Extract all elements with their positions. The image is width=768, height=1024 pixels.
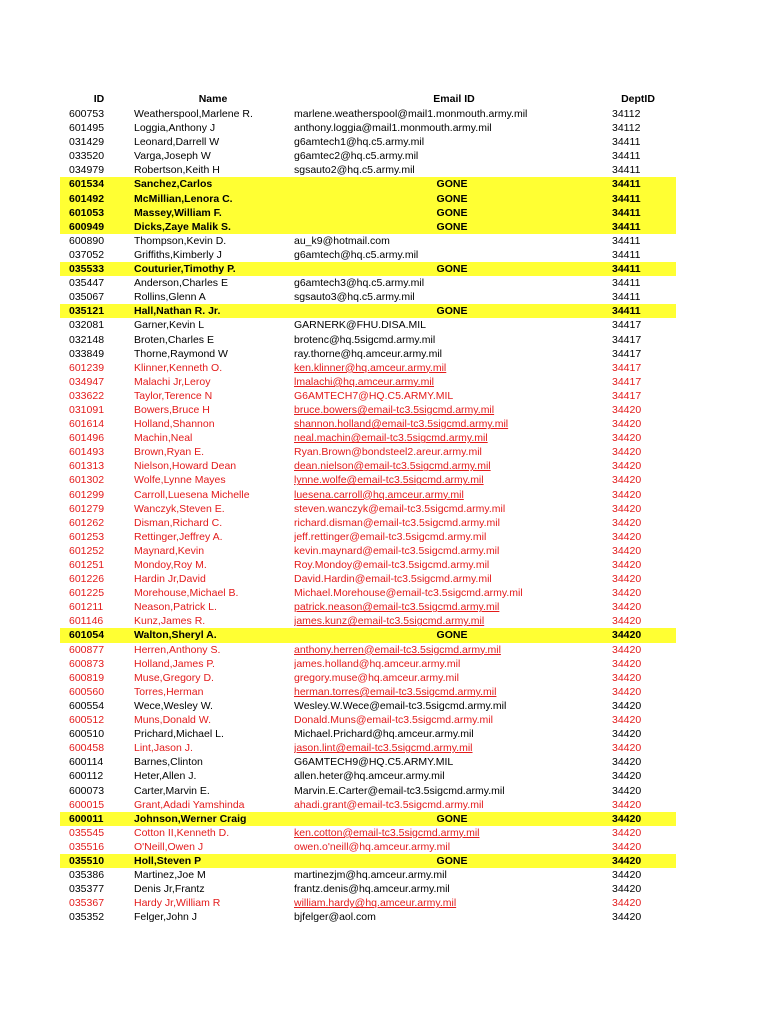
cell-dept: 34417 (612, 389, 642, 402)
cell-name: Weatherspool,Marlene R. (134, 108, 253, 120)
cell-name: O'Neill,Owen J (134, 840, 204, 853)
cell-id: 035386 (69, 869, 105, 882)
cell-id: 601493 (69, 446, 105, 459)
cell-dept: 34411 (612, 263, 641, 276)
cell-name: Malachi Jr,Leroy (134, 375, 211, 388)
cell-name: McMillian,Lenora C. (134, 192, 233, 205)
cell-email[interactable]: luesena.carroll@hq.amceur.army.mil (294, 488, 464, 501)
cell-email: sgsauto2@hq.c5.army.mil (294, 164, 415, 177)
cell-name: Taylor,Terence N (134, 389, 213, 402)
cell-dept: 34411 (612, 220, 641, 233)
cell-name: Thorne,Raymond W (134, 347, 228, 360)
table-row-gone (60, 262, 676, 276)
cell-email: GONE (436, 178, 468, 191)
cell-email: steven.wanczyk@email-tc3.5sigcmd.army.mil (294, 502, 506, 515)
table-row (60, 798, 676, 812)
table-row (60, 643, 676, 657)
cell-dept: 34420 (612, 418, 642, 431)
table-row (60, 544, 676, 558)
header-dept: DeptID (621, 93, 655, 105)
table-row (60, 163, 676, 177)
cell-dept: 34411 (612, 136, 641, 149)
cell-id: 601251 (69, 559, 105, 571)
cell-id: 600510 (69, 728, 105, 741)
cell-email: brotenc@hq.5sigcmd.army.mil (294, 333, 436, 346)
cell-name: Brown,Ryan E. (134, 446, 205, 459)
table-row (60, 910, 676, 924)
cell-name: Disman,Richard C. (134, 516, 223, 529)
cell-id: 601313 (69, 460, 105, 473)
cell-dept: 34417 (612, 347, 642, 360)
cell-name: Bowers,Bruce H (134, 403, 210, 416)
cell-id: 600753 (69, 108, 105, 120)
cell-name: Lint,Jason J. (134, 742, 193, 755)
cell-email: owen.o'neill@hq.amceur.army.mil (294, 840, 451, 853)
cell-dept: 34420 (612, 671, 642, 684)
cell-id: 601053 (69, 206, 105, 219)
cell-dept: 34420 (612, 756, 642, 769)
cell-id: 034947 (69, 375, 105, 388)
cell-dept: 34420 (612, 530, 642, 543)
cell-email: Michael.Morehouse@email-tc3.5sigcmd.army.mil (294, 587, 523, 600)
cell-name: Muns,Donald W. (134, 714, 212, 727)
cell-dept: 34420 (612, 714, 642, 727)
table-row-gone (60, 854, 676, 868)
cell-name: Hardy Jr,William R (134, 897, 221, 910)
cell-email: GARNERK@FHU.DISA.MIL (294, 319, 427, 332)
table-row (60, 586, 676, 600)
cell-name: Rettinger,Jeffrey A. (134, 530, 223, 543)
cell-id: 601299 (69, 488, 105, 501)
cell-dept: 34411 (612, 234, 641, 247)
cell-id: 031091 (69, 403, 105, 416)
cell-id: 600512 (69, 714, 105, 727)
cell-dept: 34411 (612, 178, 641, 191)
table-row (60, 530, 676, 544)
cell-dept: 34411 (612, 150, 641, 163)
table-row (60, 473, 676, 487)
cell-id: 035067 (69, 291, 105, 304)
cell-email: Roy.Mondoy@email-tc3.5sigcmd.army.mil (294, 559, 490, 571)
table-row (60, 445, 676, 459)
cell-dept: 34420 (612, 573, 642, 586)
table-row (60, 727, 676, 741)
table-row (60, 375, 676, 389)
cell-dept: 34420 (612, 784, 642, 797)
cell-id: 600458 (69, 742, 105, 755)
table-row (60, 502, 676, 516)
cell-name: Robertson,Keith H (134, 164, 220, 177)
table-row (60, 671, 676, 685)
cell-id: 600011 (69, 812, 104, 825)
table-row (60, 290, 676, 304)
cell-name: Martinez,Joe M (134, 869, 206, 882)
cell-email: G6AMTECH9@HQ.C5.ARMY.MIL (294, 756, 454, 769)
cell-email: Wesley.W.Wece@email-tc3.5sigcmd.army.mil (294, 699, 507, 712)
table-row (60, 234, 676, 248)
table-row-gone (60, 628, 676, 642)
table-row (60, 417, 676, 431)
cell-name: Torres,Herman (134, 685, 204, 698)
table-row (60, 149, 676, 163)
table-row (60, 769, 676, 783)
cell-email[interactable]: patrick.neason@email-tc3.5sigcmd.army.mil (294, 601, 500, 614)
cell-email[interactable]: lynne.wolfe@email-tc3.5sigcmd.army.mil (294, 474, 484, 487)
cell-dept: 34420 (612, 897, 642, 910)
cell-email: marlene.weatherspool@mail1.monmouth.army.mil (294, 108, 528, 120)
cell-dept: 34420 (612, 826, 642, 839)
cell-email: GONE (436, 305, 468, 318)
cell-dept: 34420 (612, 883, 642, 896)
cell-name: Holl,Steven P (134, 854, 202, 867)
cell-dept: 34420 (612, 812, 642, 825)
cell-name: Sanchez,Carlos (134, 178, 213, 191)
table-row (60, 333, 676, 347)
cell-dept: 34420 (612, 869, 642, 882)
cell-email: GONE (436, 854, 468, 867)
cell-dept: 34420 (612, 657, 642, 670)
cell-dept: 34411 (612, 164, 641, 177)
cell-name: Barnes,Clinton (134, 756, 203, 769)
cell-dept: 34420 (612, 432, 642, 445)
cell-name: Broten,Charles E (134, 333, 214, 346)
cell-name: Couturier,Timothy P. (134, 263, 236, 276)
cell-email[interactable]: william.hardy@hq.amceur.army.mil (294, 897, 457, 910)
cell-dept: 34420 (612, 403, 642, 416)
cell-dept: 34420 (612, 446, 642, 459)
cell-name: Wece,Wesley W. (134, 699, 213, 712)
cell-id: 601146 (69, 615, 104, 628)
spreadsheet-table (60, 92, 676, 924)
cell-email[interactable]: neal.machin@email-tc3.5sigcmd.army.mil (294, 432, 488, 445)
cell-email: frantz.denis@hq.amceur.army.mil (294, 883, 450, 896)
cell-name: Carter,Marvin E. (134, 784, 210, 797)
cell-email: james.holland@hq.amceur.army.mil (294, 657, 461, 670)
table-row (60, 121, 676, 135)
cell-id: 601492 (69, 192, 105, 205)
cell-dept: 34112 (612, 122, 641, 135)
cell-email: allen.heter@hq.amceur.army.mil (294, 770, 445, 783)
table-row (60, 882, 676, 896)
cell-name: Thompson,Kevin D. (134, 234, 227, 247)
cell-dept: 34420 (612, 615, 642, 628)
table-row-gone (60, 192, 676, 206)
cell-name: Massey,William F. (134, 206, 222, 219)
cell-id: 600873 (69, 657, 105, 670)
cell-name: Wolfe,Lynne Mayes (134, 474, 226, 487)
cell-email: GONE (436, 263, 468, 276)
table-row (60, 516, 676, 530)
cell-name: Carroll,Luesena Michelle (134, 488, 250, 501)
cell-name: Holland,Shannon (134, 418, 215, 431)
cell-email: g6amtech1@hq.c5.army.mil (294, 136, 425, 149)
cell-name: Hall,Nathan R. Jr. (134, 305, 221, 318)
cell-id: 601225 (69, 587, 105, 600)
cell-dept: 34411 (612, 192, 641, 205)
cell-email: au_k9@hotmail.com (294, 234, 390, 247)
cell-id: 032081 (69, 319, 105, 332)
cell-dept: 34417 (612, 375, 642, 388)
table-row (60, 685, 676, 699)
cell-id: 601252 (69, 544, 105, 557)
cell-id: 035352 (69, 911, 105, 924)
cell-id: 035121 (69, 305, 105, 318)
table-row (60, 431, 676, 445)
cell-dept: 34420 (612, 854, 642, 867)
cell-dept: 34411 (612, 248, 641, 261)
cell-id: 037052 (69, 248, 105, 261)
cell-email: Michael.Prichard@hq.amceur.army.mil (294, 728, 474, 741)
table-row (60, 840, 676, 854)
cell-email[interactable]: herman.torres@email-tc3.5sigcmd.army.mil (294, 685, 497, 698)
cell-dept: 34420 (612, 502, 642, 515)
cell-name: Varga,Joseph W (134, 150, 211, 163)
table-row (60, 318, 676, 332)
cell-name: Walton,Sheryl A. (134, 629, 217, 642)
cell-name: Felger,John J (134, 911, 198, 924)
cell-id: 035545 (69, 826, 105, 839)
cell-dept: 34420 (612, 601, 642, 614)
cell-dept: 34417 (612, 333, 642, 346)
cell-email[interactable]: bruce.bowers@email-tc3.5sigcmd.army.mil (294, 403, 495, 416)
cell-dept: 34420 (612, 460, 642, 473)
table-row (60, 459, 676, 473)
cell-id: 035510 (69, 854, 105, 867)
cell-name: Maynard,Kevin (134, 544, 205, 557)
table-row (60, 896, 676, 910)
cell-id: 601496 (69, 432, 105, 445)
table-row (60, 657, 676, 671)
table-row (60, 361, 676, 375)
cell-id: 600819 (69, 671, 105, 684)
cell-id: 035533 (69, 263, 105, 276)
cell-name: Wanczyk,Steven E. (134, 502, 225, 515)
table-header-row (60, 92, 676, 107)
cell-dept: 34417 (612, 361, 642, 374)
cell-dept: 34420 (612, 516, 642, 529)
cell-email[interactable]: ken.klinner@hq.amceur.army.mil (294, 361, 447, 374)
cell-name: Dicks,Zaye Malik S. (134, 220, 231, 233)
cell-id: 034979 (69, 164, 105, 177)
cell-name: Machin,Neal (134, 432, 193, 445)
cell-id: 600554 (69, 699, 105, 712)
cell-id: 601279 (69, 502, 105, 515)
cell-name: Hardin Jr,David (134, 573, 206, 586)
cell-email[interactable]: dean.nielson@email-tc3.5sigcmd.army.mil (294, 460, 491, 473)
cell-name: Loggia,Anthony J (134, 122, 216, 135)
table-row (60, 347, 676, 361)
cell-dept: 34417 (612, 319, 642, 332)
cell-id: 601495 (69, 122, 105, 135)
cell-name: Grant,Adadi Yamshinda (134, 798, 245, 811)
cell-email: GONE (436, 629, 468, 642)
cell-name: Mondoy,Roy M. (134, 559, 207, 571)
cell-email: Marvin.E.Carter@email-tc3.5sigcmd.army.mil (294, 784, 505, 797)
cell-name: Anderson,Charles E (134, 277, 228, 290)
cell-id: 601302 (69, 474, 105, 487)
cell-name: Garner,Kevin L (134, 319, 205, 332)
cell-id: 601262 (69, 516, 105, 529)
cell-email: GONE (436, 192, 468, 205)
cell-email[interactable]: ken.cotton@email-tc3.5sigcmd.army.mil (294, 826, 480, 839)
cell-dept: 34420 (612, 911, 642, 924)
cell-email: anthony.loggia@mail1.monmouth.army.mil (294, 122, 492, 135)
cell-id: 033849 (69, 347, 105, 360)
cell-dept: 34112 (612, 108, 641, 120)
table-row (60, 713, 676, 727)
cell-dept: 34420 (612, 742, 642, 755)
table-row-gone (60, 812, 676, 826)
table-row (60, 389, 676, 403)
cell-id: 600015 (69, 798, 105, 811)
cell-id: 600112 (69, 770, 104, 783)
cell-name: Johnson,Werner Craig (134, 812, 247, 825)
cell-email: gregory.muse@hq.amceur.army.mil (294, 671, 459, 684)
table-row (60, 107, 676, 121)
cell-dept: 34420 (612, 488, 642, 501)
cell-dept: 34411 (612, 291, 641, 304)
cell-id: 035367 (69, 897, 105, 910)
cell-name: Muse,Gregory D. (134, 671, 214, 684)
cell-email[interactable]: james.kunz@email-tc3.5sigcmd.army.mil (294, 615, 485, 628)
header-id: ID (93, 93, 105, 105)
cell-dept: 34411 (612, 206, 641, 219)
cell-dept: 34420 (612, 770, 642, 783)
cell-email: Ryan.Brown@bondsteel2.areur.army.mil (294, 446, 482, 459)
cell-email: richard.disman@email-tc3.5sigcmd.army.mil (294, 516, 500, 529)
cell-name: Heter,Allen J. (134, 770, 197, 783)
cell-id: 601211 (69, 601, 104, 614)
cell-id: 601054 (69, 629, 105, 642)
cell-email[interactable]: lmalachi@hq.amceur.army.mil (294, 375, 435, 388)
cell-dept: 34420 (612, 559, 642, 571)
cell-email[interactable]: jason.lint@email-tc3.5sigcmd.army.mil (294, 742, 473, 755)
cell-dept: 34411 (612, 305, 641, 318)
table-row (60, 572, 676, 586)
table-row (60, 614, 676, 628)
cell-id: 035447 (69, 277, 105, 290)
cell-name: Holland,James P. (134, 657, 215, 670)
cell-id: 601239 (69, 361, 105, 374)
header-email: Email ID (433, 93, 475, 105)
cell-id: 601614 (69, 418, 105, 431)
cell-email: martinezjm@hq.amceur.army.mil (294, 869, 447, 882)
cell-email: GONE (436, 812, 468, 825)
table-row (60, 741, 676, 755)
header-name: Name (198, 93, 228, 105)
cell-id: 601253 (69, 530, 105, 543)
cell-name: Herren,Anthony S. (134, 643, 221, 656)
cell-name: Denis Jr,Frantz (134, 883, 205, 896)
table-row (60, 488, 676, 502)
cell-email: jeff.rettinger@email-tc3.5sigcmd.army.mil (294, 530, 487, 543)
cell-dept: 34420 (612, 544, 642, 557)
cell-email[interactable]: shannon.holland@email-tc3.5sigcmd.army.mil (294, 418, 509, 431)
cell-name: Prichard,Michael L. (134, 728, 224, 741)
cell-id: 600877 (69, 643, 105, 656)
table-row (60, 135, 676, 149)
cell-dept: 34420 (612, 728, 642, 741)
table-row-gone (60, 177, 676, 191)
table-row (60, 248, 676, 262)
cell-dept: 34420 (612, 840, 642, 853)
cell-id: 033520 (69, 150, 105, 163)
cell-email: g6amtec2@hq.c5.army.mil (294, 150, 419, 163)
cell-id: 035377 (69, 883, 105, 896)
cell-email: ahadi.grant@email-tc3.5sigcmd.army.mil (294, 798, 484, 811)
cell-id: 031429 (69, 136, 105, 149)
cell-name: Rollins,Glenn A (134, 291, 206, 304)
cell-id: 032148 (69, 333, 105, 346)
cell-name: Klinner,Kenneth O. (134, 361, 223, 374)
cell-email: sgsauto3@hq.c5.army.mil (294, 291, 415, 304)
cell-email: Donald.Muns@email-tc3.5sigcmd.army.mil (294, 714, 493, 727)
cell-email: g6amtech@hq.c5.army.mil (294, 248, 419, 261)
cell-email: bjfelger@aol.com (294, 911, 376, 924)
cell-id: 601534 (69, 178, 105, 191)
cell-name: Morehouse,Michael B. (134, 587, 239, 600)
cell-dept: 34420 (612, 629, 642, 642)
table-row (60, 600, 676, 614)
cell-id: 033622 (69, 389, 105, 402)
cell-dept: 34411 (612, 277, 641, 290)
table-row (60, 699, 676, 713)
table-row (60, 868, 676, 882)
cell-dept: 34420 (612, 699, 642, 712)
cell-name: Leonard,Darrell W (134, 136, 220, 149)
table-row (60, 784, 676, 798)
table-row-gone (60, 206, 676, 220)
cell-email: ray.thorne@hq.amceur.army.mil (294, 347, 442, 360)
table-body (60, 107, 676, 924)
cell-name: Griffiths,Kimberly J (134, 248, 222, 261)
table-row (60, 558, 676, 572)
cell-id: 600949 (69, 220, 105, 233)
cell-id: 035516 (69, 840, 105, 853)
cell-dept: 34420 (612, 685, 642, 698)
table-row (60, 826, 676, 840)
cell-name: Neason,Patrick L. (134, 601, 217, 614)
cell-name: Kunz,James R. (134, 615, 206, 628)
cell-email: GONE (436, 220, 468, 233)
cell-dept: 34420 (612, 643, 642, 656)
cell-email: kevin.maynard@email-tc3.5sigcmd.army.mil (294, 544, 500, 557)
table-row (60, 403, 676, 417)
table-row (60, 755, 676, 769)
cell-dept: 34420 (612, 798, 642, 811)
cell-email: G6AMTECH7@HQ.C5.ARMY.MIL (294, 389, 454, 402)
cell-id: 601226 (69, 573, 105, 586)
cell-id: 600114 (69, 756, 104, 769)
cell-id: 600890 (69, 234, 105, 247)
cell-dept: 34420 (612, 474, 642, 487)
cell-dept: 34420 (612, 587, 642, 600)
table-row-gone (60, 304, 676, 318)
cell-name: Nielson,Howard Dean (134, 460, 237, 473)
cell-id: 600073 (69, 784, 105, 797)
cell-email: GONE (436, 206, 468, 219)
cell-name: Cotton II,Kenneth D. (134, 826, 230, 839)
cell-id: 600560 (69, 685, 105, 698)
cell-email: g6amtech3@hq.c5.army.mil (294, 277, 425, 290)
cell-email: David.Hardin@email-tc3.5sigcmd.army.mil (294, 573, 492, 586)
cell-email[interactable]: anthony.herren@email-tc3.5sigcmd.army.mil (294, 643, 501, 656)
table-row-gone (60, 220, 676, 234)
table-row (60, 276, 676, 290)
